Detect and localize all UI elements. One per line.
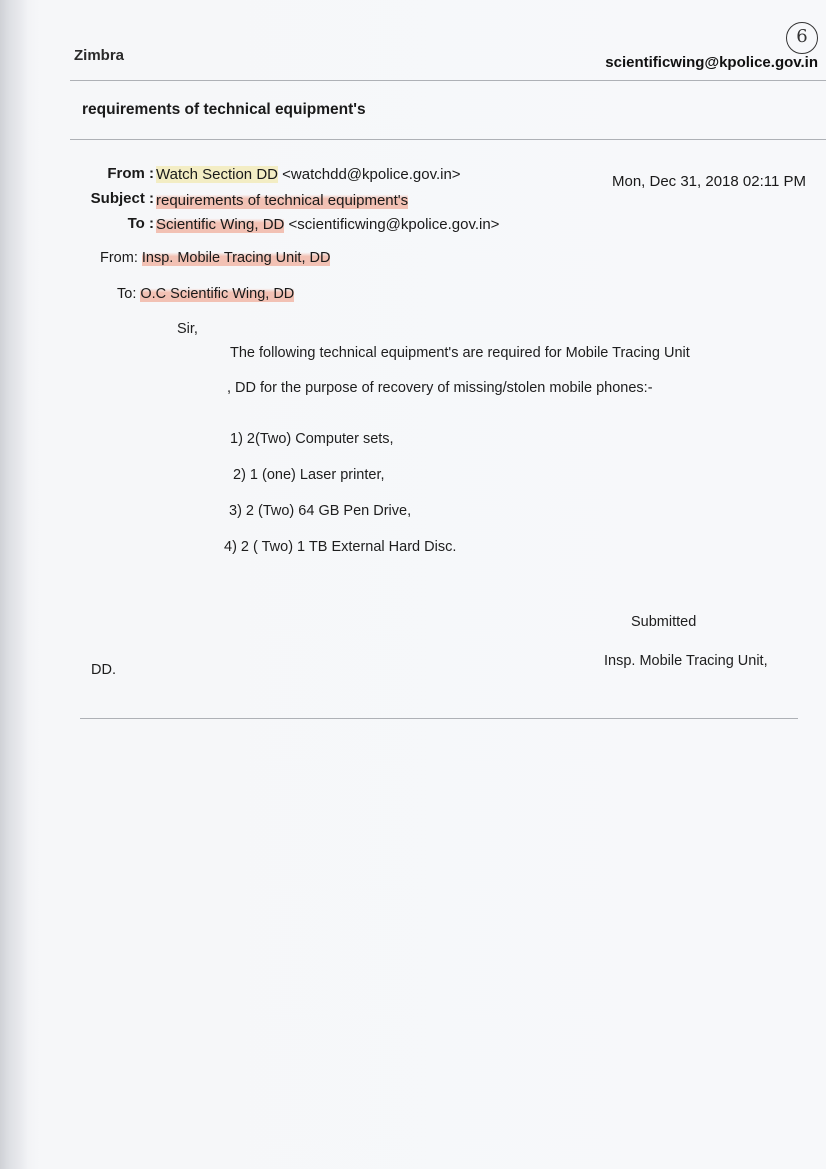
memo-to-value: O.C Scientific Wing, DD [140, 286, 295, 302]
from-name: Watch Section DD [156, 166, 278, 183]
paragraph-line-2: , DD for the purpose of recovery of missing/stolen mobile phones:- [227, 380, 653, 396]
memo-from-label: From: [100, 250, 138, 266]
from-field [156, 166, 461, 183]
list-item: 2) 1 (one) Laser printer, [233, 467, 385, 483]
subject-field [156, 192, 408, 209]
paragraph-line-1: The following technical equipment's are required for Mobile Tracing Unit [230, 345, 690, 361]
list-item: 3) 2 (Two) 64 GB Pen Drive, [229, 503, 412, 519]
app-name: Zimbra [74, 47, 125, 64]
memo-from [100, 250, 330, 266]
email-date: Mon, Dec 31, 2018 02:11 PM [611, 173, 806, 190]
account-email: scientificwing@kpolice.gov.in [605, 54, 818, 71]
from-label: From : [107, 165, 154, 182]
signature-tail: DD. [91, 662, 116, 678]
handwritten-page-number: 6 [786, 22, 818, 54]
signature: Insp. Mobile Tracing Unit, [604, 653, 768, 669]
memo-to-label: To: [117, 286, 137, 302]
from-address: <watchdd@kpolice.gov.in> [282, 166, 461, 183]
subject-label: Subject : [90, 190, 154, 207]
list-item: 4) 2 ( Two) 1 TB External Hard Disc. [224, 539, 457, 555]
closing: Submitted [631, 614, 697, 630]
header-divider [70, 80, 826, 81]
to-label: To : [127, 215, 154, 232]
footer-divider [80, 718, 798, 719]
to-address: <scientificwing@kpolice.gov.in> [288, 216, 500, 233]
salutation: Sir, [177, 321, 198, 337]
email-title: requirements of technical equipment's [82, 101, 366, 118]
subject-value: requirements of technical equipment's [156, 192, 409, 209]
to-field [156, 216, 499, 233]
memo-from-value: Insp. Mobile Tracing Unit, DD [141, 250, 331, 266]
title-divider [70, 139, 826, 140]
list-item: 1) 2(Two) Computer sets, [230, 431, 394, 447]
to-name: Scientific Wing, DD [156, 216, 285, 233]
memo-to [117, 286, 294, 302]
